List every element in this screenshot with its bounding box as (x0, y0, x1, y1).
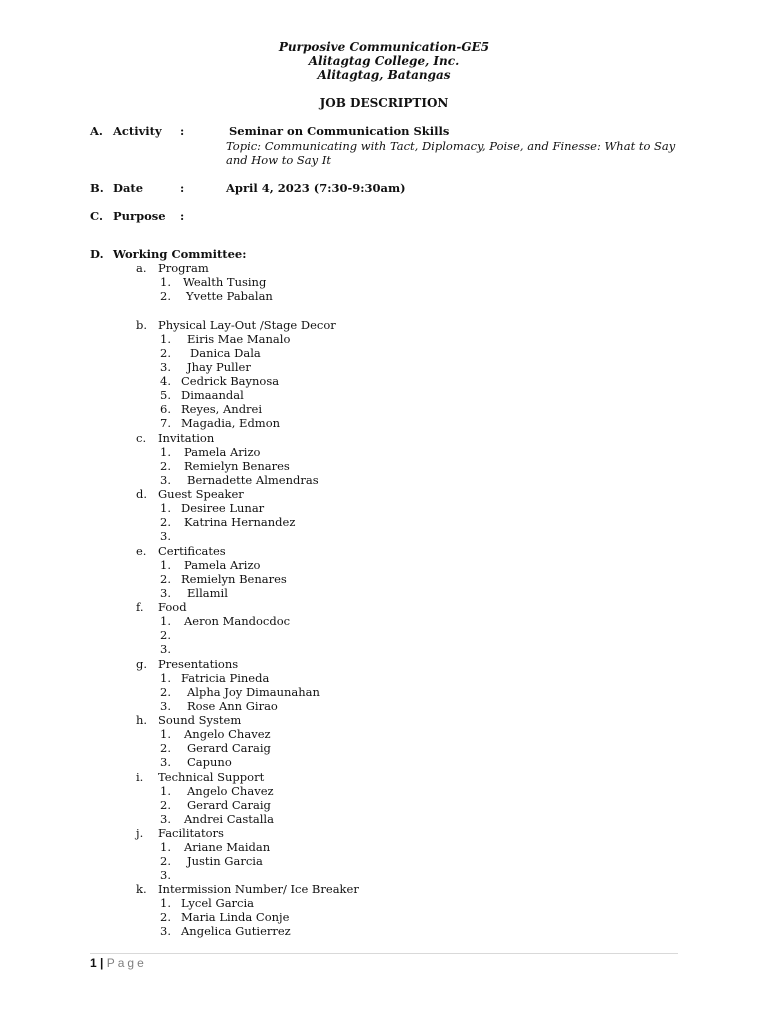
committee-group-name: Invitation (158, 431, 215, 445)
committee-heading: Working Committee: (113, 247, 247, 261)
member-number: 5. (160, 388, 171, 402)
committee-group-letter: j. (136, 826, 144, 840)
committee-member: Angelica Gutierrez (181, 924, 291, 938)
committee-group-letter: h. (136, 713, 148, 727)
page-word: Page (106, 956, 147, 970)
college-location: Alitagtag, Batangas (317, 68, 451, 82)
purpose-colon: : (180, 209, 185, 223)
committee-group-name: Technical Support (158, 770, 265, 784)
member-number: 2. (160, 685, 171, 699)
member-number: 3. (160, 360, 171, 374)
committee-member: Desiree Lunar (181, 501, 265, 515)
member-number: 1. (160, 840, 171, 854)
committee-member: Maria Linda Conje (181, 910, 290, 924)
page-separator: | (100, 956, 104, 970)
committee-member: Magadia, Edmon (181, 416, 281, 430)
member-number: 1. (160, 558, 171, 572)
committee-member: Remielyn Benares (181, 572, 287, 586)
member-number: 3. (160, 868, 171, 882)
member-number: 3. (160, 755, 171, 769)
committee-group-letter: k. (136, 882, 147, 896)
course-title: Purposive Communication-GE5 (278, 40, 490, 54)
activity-colon: : (180, 124, 185, 138)
member-number: 1. (160, 727, 171, 741)
purpose-label: Purpose (113, 209, 166, 223)
member-number: 6. (160, 402, 171, 416)
member-number: 3. (160, 529, 171, 543)
committee-member: Capuno (187, 755, 232, 769)
page-title: JOB DESCRIPTION (319, 96, 449, 110)
date-letter: B. (90, 181, 104, 195)
purpose-letter: C. (90, 209, 103, 223)
committee-member: Andrei Castalla (184, 812, 274, 826)
committee-group-name: Sound System (158, 713, 242, 727)
committee-group-letter: a. (136, 261, 147, 275)
committee-member: Gerard Caraig (187, 741, 271, 755)
member-number: 3. (160, 642, 171, 656)
member-number: 3. (160, 586, 171, 600)
committee-member: Angelo Chavez (184, 727, 271, 741)
committee-member: Ariane Maidan (184, 840, 271, 854)
committee-member: Angelo Chavez (187, 784, 274, 798)
committee-member: Gerard Caraig (187, 798, 271, 812)
committee-group-letter: f. (136, 600, 144, 614)
footer-divider (90, 953, 678, 954)
committee-group-name: Physical Lay-Out /Stage Decor (158, 318, 336, 332)
committee-member: Rose Ann Girao (187, 699, 278, 713)
committee-member: Danica Dala (190, 346, 261, 360)
activity-label: Activity (113, 124, 162, 138)
member-number: 2. (160, 741, 171, 755)
page-footer (90, 956, 147, 970)
date-label: Date (113, 181, 144, 195)
member-number: 2. (160, 910, 171, 924)
committee-group-letter: d. (136, 487, 148, 501)
committee-member: Reyes, Andrei (181, 402, 263, 416)
committee-group-letter: c. (136, 431, 147, 445)
member-number: 1. (160, 784, 171, 798)
member-number: 3. (160, 473, 171, 487)
committee-member: Eiris Mae Manalo (187, 332, 291, 346)
committee-group-name: Program (158, 261, 209, 275)
member-number: 1. (160, 275, 171, 289)
member-number: 2. (160, 628, 171, 642)
committee-group-name: Facilitators (158, 826, 224, 840)
committee-group-letter: i. (136, 770, 144, 784)
committee-member: Lycel Garcia (181, 896, 255, 910)
member-number: 4. (160, 374, 171, 388)
committee-member: Pamela Arizo (184, 558, 261, 572)
member-number: 1. (160, 332, 171, 346)
committee-group-name: Intermission Number/ Ice Breaker (158, 882, 359, 896)
committee-member: Justin Garcia (187, 854, 263, 868)
member-number: 2. (160, 798, 171, 812)
activity-topic-line2: and How to Say It (226, 153, 331, 167)
committee-member: Wealth Tusing (183, 275, 267, 289)
member-number: 1. (160, 501, 171, 515)
committee-letter: D. (90, 247, 104, 261)
member-number: 2. (160, 459, 171, 473)
committee-member: Alpha Joy Dimaunahan (187, 685, 320, 699)
committee-group-letter: g. (136, 657, 148, 671)
member-number: 1. (160, 614, 171, 628)
activity-value: Seminar on Communication Skills (229, 124, 450, 138)
committee-group-letter: e. (136, 544, 147, 558)
member-number: 1. (160, 671, 171, 685)
member-number: 1. (160, 896, 171, 910)
member-number: 2. (160, 515, 171, 529)
member-number: 3. (160, 699, 171, 713)
date-value: April 4, 2023 (7:30-9:30am) (226, 181, 406, 195)
committee-group-name: Certificates (158, 544, 226, 558)
committee-member: Yvette Pabalan (186, 289, 273, 303)
committee-group-name: Presentations (158, 657, 239, 671)
activity-letter: A. (90, 124, 103, 138)
date-colon: : (180, 181, 185, 195)
member-number: 3. (160, 812, 171, 826)
committee-member: Pamela Arizo (184, 445, 261, 459)
committee-member: Fatricia Pineda (181, 671, 270, 685)
committee-group-name: Food (158, 600, 187, 614)
committee-member: Remielyn Benares (184, 459, 290, 473)
college-name: Alitagtag College, Inc. (308, 54, 460, 68)
page-number: 1 (90, 956, 97, 970)
committee-group-letter: b. (136, 318, 148, 332)
member-number: 1. (160, 445, 171, 459)
member-number: 2. (160, 854, 171, 868)
member-number: 2. (160, 572, 171, 586)
committee-member: Dimaandal (181, 388, 244, 402)
member-number: 2. (160, 346, 171, 360)
member-number: 7. (160, 416, 171, 430)
committee-member: Cedrick Baynosa (181, 374, 280, 388)
activity-topic-line1: Topic: Communicating with Tact, Diplomacy, Poise, and Finesse: What to Say (226, 139, 676, 153)
committee-member: Jhay Puller (187, 360, 251, 374)
committee-member: Ellamil (187, 586, 228, 600)
member-number: 2. (160, 289, 171, 303)
committee-member: Aeron Mandocdoc (184, 614, 291, 628)
committee-group-name: Guest Speaker (158, 487, 244, 501)
member-number: 3. (160, 924, 171, 938)
committee-member: Katrina Hernandez (184, 515, 296, 529)
committee-member: Bernadette Almendras (187, 473, 319, 487)
